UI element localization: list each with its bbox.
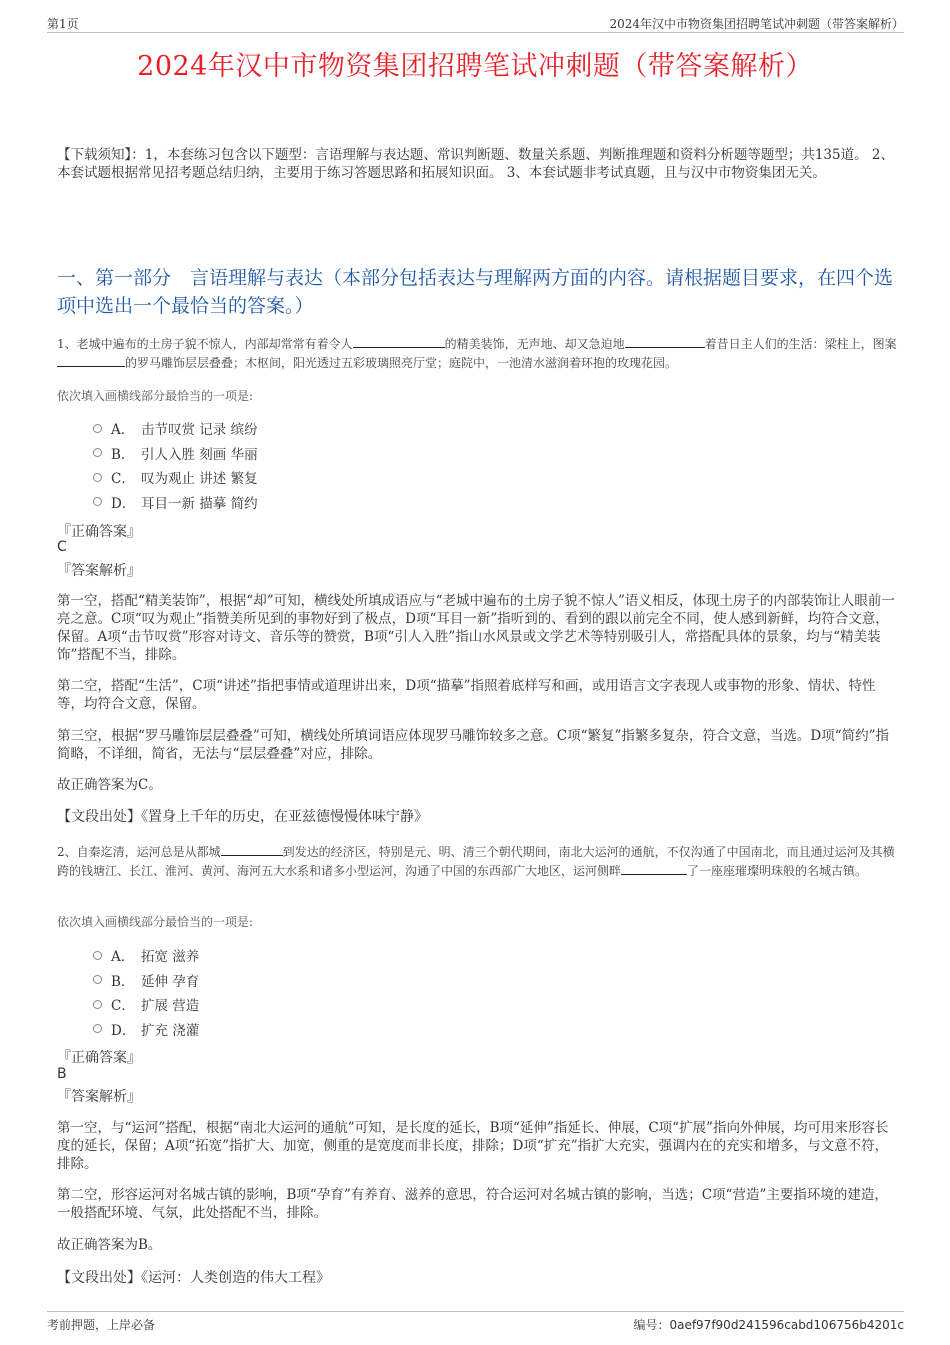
analysis-paragraph: 第二空，搭配“生活”，C项“讲述”指把事情或道理讲出来，D项“描摹”指照着底样写和画，或用语言文字表现人或事物的形象、情状、特性等，均符合文意，保留。 <box>57 678 876 712</box>
analysis-paragraph: 第一空，搭配“精美装饰”，根据“却”可知，横线处所填成语应与“老城中遍布的土房子貌不惊人”语义相反，体现土房子的内部装饰让人眼前一亮之意。C项“叹为观止”指赞美所见到的事物好到了极点，D项“耳目一新”指听到的、看到的跟以前完全不同，使人感到新鲜，均符合文意，保留。A项“击节叹赏”形容对诗文、音乐等的赞赏，B项“引人入胜”指山水风景或文学艺术等特别吸引人，常搭配具体的景象，均与“精美装饰”搭配不当，排除。 <box>57 593 895 663</box>
blank-2 <box>625 335 705 348</box>
page-header <box>47 14 904 33</box>
download-notice: 【下载须知】：1，本套练习包含以下题型：言语理解与表达题、常识判断题、数量关系题、判断推理题和资料分析题等题型；共135道。 2、本套试题根据常见招考题总结归纳，主要用于练习答题思路和拓展知识面。 3、本套试题非考试真题，且与汉中市物资集团无关。 <box>57 147 894 181</box>
radio-icon[interactable] <box>93 473 102 482</box>
radio-icon[interactable] <box>93 975 102 984</box>
source-citation: 【文段出处】《运河：人类创造的伟大工程》 <box>57 1270 330 1286</box>
radio-icon[interactable] <box>93 1000 102 1009</box>
radio-icon[interactable] <box>93 424 102 433</box>
option-b[interactable]: B． 引人入胜 刻画 华丽 <box>93 441 258 466</box>
question-1-stem: 1、老城中遍布的土房子貌不惊人，内部却常常有着令人 的精美装饰，无声地、却又急迫地 着昔日主人们的生活：梁柱上，图案的罗马雕饰层层叠叠；木枢间，阳光透过五彩玻璃照亮厅堂；庭院中，一池清水滋润着环抱的玫瑰花园。 <box>57 337 897 370</box>
blank-1 <box>221 843 283 856</box>
option-c[interactable]: C． 扩展 营造 <box>93 992 199 1017</box>
answer-value: C <box>57 539 67 555</box>
question-2-stem: 2、自秦迄清，运河总是从都城 到发达的经济区，特别是元、明、清三个朝代期间，南北大运河的通航，不仅沟通了中国南北，而且通过运河及其横跨的钱塘江、长江、淮河、黄河、海河五大水系和诸多小型运河，沟通了中国的东西部广大地区，运河侧畔 了一座座璀璨明珠般的名城古镇。 <box>57 845 895 878</box>
analysis-paragraph: 第三空，根据“罗马雕饰层层叠叠”可知，横线处所填词语应体现罗马雕饰较多之意。C项“繁复”指繁多复杂，符合文意，当选。D项“简约”指简略，不详细，简省，无法与“层层叠叠”对应，排除。 <box>57 728 890 762</box>
radio-icon[interactable] <box>93 1024 102 1033</box>
analysis-conclusion: 故正确答案为B。 <box>57 1237 162 1253</box>
blank-3 <box>57 354 125 367</box>
answer-value: B <box>57 1066 67 1082</box>
question-2-options <box>93 943 199 1041</box>
analysis-paragraph: 第二空，形容运河对名城古镇的影响，B项“孕育”有养育、滋养的意思，符合运河对名城古镇的影响，当选；C项“营造”主要指环境的建造，一般搭配环境、气氛，此处搭配不当，排除。 <box>57 1187 888 1221</box>
document-title: 2024年汉中市物资集团招聘笔试冲刺题（带答案解析） <box>137 51 813 82</box>
analysis-conclusion: 故正确答案为C。 <box>57 777 162 793</box>
option-d[interactable]: D． 耳目一新 描摹 简约 <box>93 490 258 515</box>
footer-code: 编号：0aef97f90d241596cabd106756b4201c <box>633 1318 904 1332</box>
option-b[interactable]: B． 延伸 孕育 <box>93 968 199 993</box>
option-a[interactable]: A． 击节叹赏 记录 缤纷 <box>93 416 258 441</box>
option-a[interactable]: A． 拓宽 滋养 <box>93 943 199 968</box>
option-d[interactable]: D． 扩充 浇灌 <box>93 1017 199 1042</box>
answer-tag: 『正确答案』 <box>57 1050 141 1066</box>
radio-icon[interactable] <box>93 497 102 506</box>
source-citation: 【文段出处】《置身上千年的历史，在亚兹德慢慢体味宁静》 <box>57 809 428 825</box>
radio-icon[interactable] <box>93 951 102 960</box>
option-c[interactable]: C． 叹为观止 讲述 繁复 <box>93 465 258 490</box>
page-footer <box>47 1311 904 1336</box>
question-2-hint: 依次填入画横线部分最恰当的一项是: <box>57 915 254 929</box>
analysis-tag: 『答案解析』 <box>57 563 141 579</box>
blank-2 <box>621 862 687 875</box>
page-number: 第1页 <box>47 17 79 31</box>
section-title: 一、第一部分 言语理解与表达（本部分包括表达与理解两方面的内容。请根据题目要求，在四个选项中选出一个最恰当的答案。） <box>57 267 894 317</box>
analysis-tag: 『答案解析』 <box>57 1089 141 1105</box>
answer-tag: 『正确答案』 <box>57 524 141 540</box>
analysis-paragraph: 第一空，与“运河”搭配，根据“南北大运河的通航”可知，是长度的延长，B项“延伸”指延长、伸展，C项“扩展”指向外伸展，均可用来形容长度的延长，保留；A项“拓宽”指扩大、加宽，侧重的是宽度而非长度，排除；D项“扩充”指扩大充实，强调内在的充实和增多，与文意不符，排除。 <box>57 1120 889 1172</box>
question-1-hint: 依次填入画横线部分最恰当的一项是: <box>57 389 254 403</box>
question-1-options <box>93 416 258 514</box>
footer-slogan: 考前押题，上岸必备 <box>47 1318 156 1332</box>
blank-1 <box>353 335 445 348</box>
radio-icon[interactable] <box>93 448 102 457</box>
header-doc-title: 2024年汉中市物资集团招聘笔试冲刺题（带答案解析） <box>609 17 904 31</box>
